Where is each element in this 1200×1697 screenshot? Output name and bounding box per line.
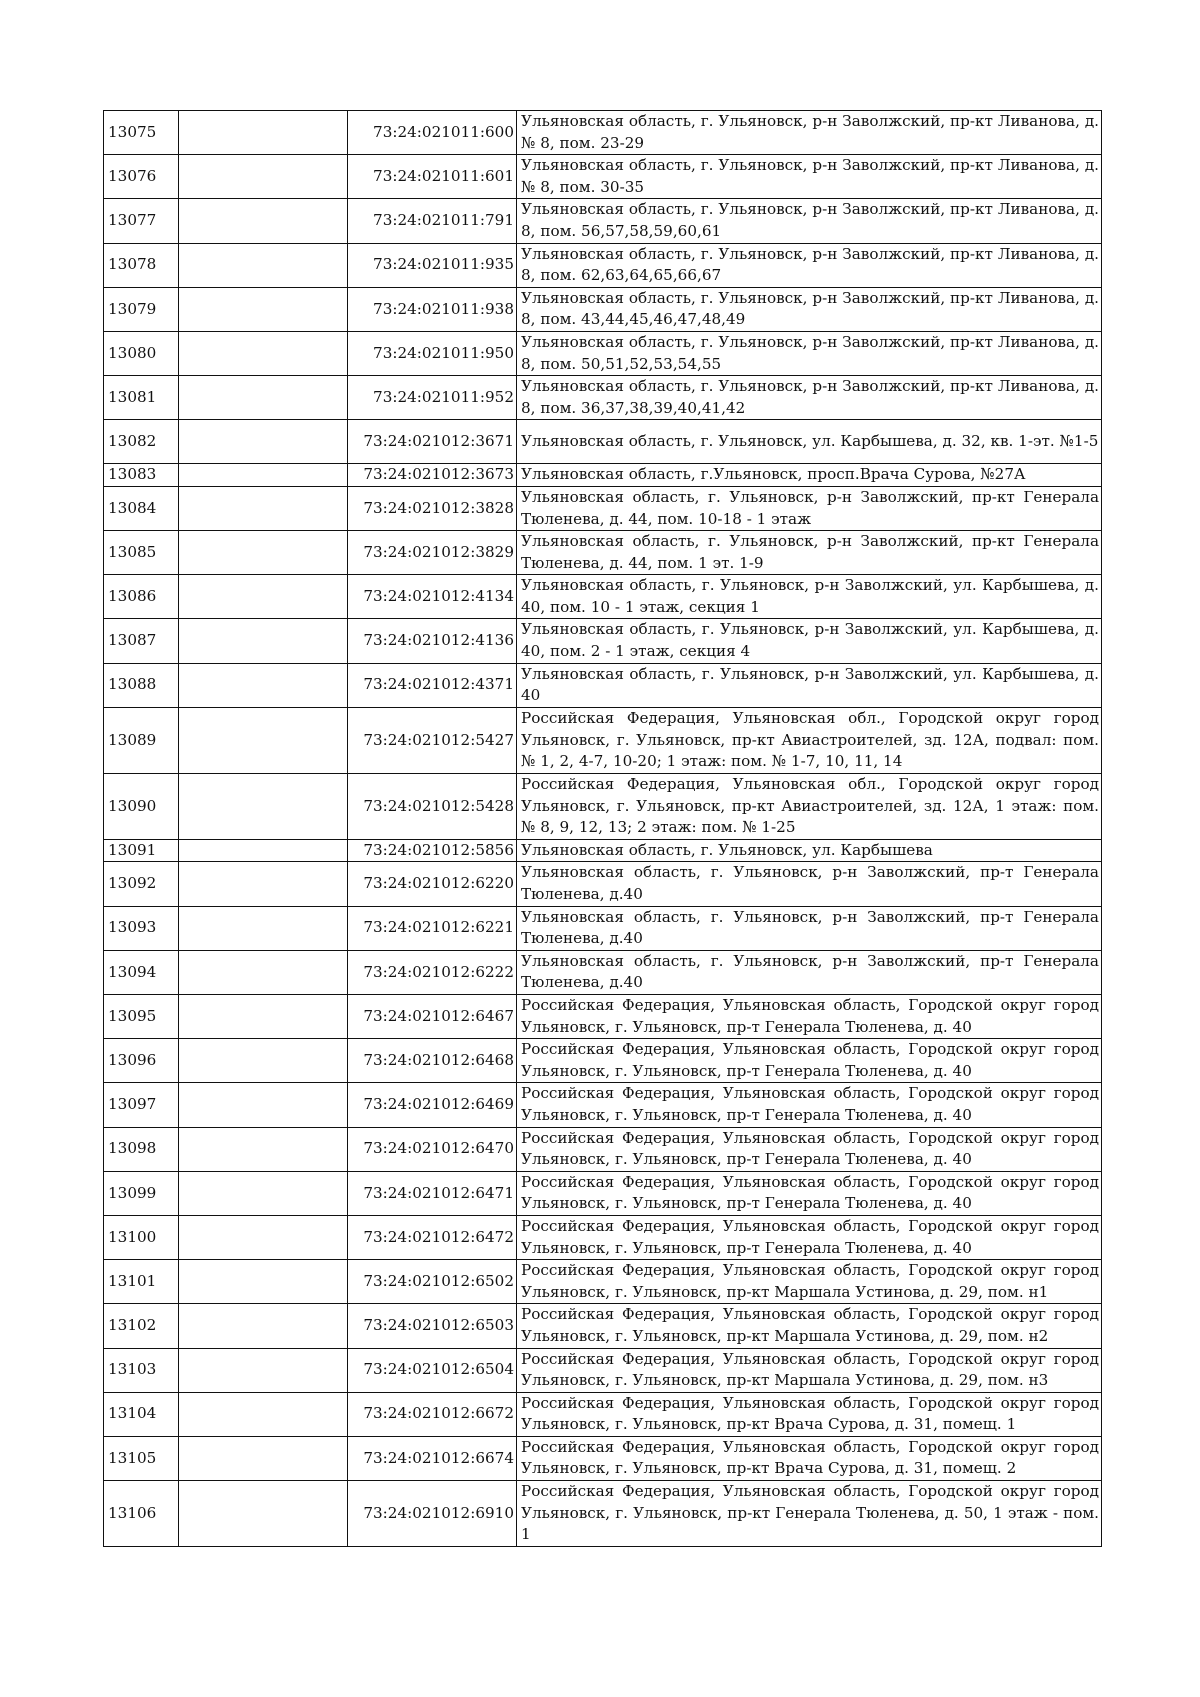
cadastral-number-cell: 73:24:021012:6674: [348, 1436, 517, 1480]
empty-cell: [179, 1039, 348, 1083]
row-number-cell: 13084: [104, 486, 179, 530]
empty-cell: [179, 1304, 348, 1348]
table-row: [104, 995, 1102, 1039]
address-cell: Российская Федерация, Ульяновская обл., Городской округ город Ульяновск, г. Ульяновск, пр-кт Авиастроителей, зд. 12А, подвал: пом. № 1, 2, 4-7, 10-20; 1 этаж: пом. № 1-7, 10, 11, 14: [517, 707, 1102, 773]
table-row: [104, 376, 1102, 420]
cadastral-number-cell: 73:24:021012:6503: [348, 1304, 517, 1348]
row-number-cell: 13077: [104, 199, 179, 243]
table-row: [104, 773, 1102, 839]
empty-cell: [179, 155, 348, 199]
row-number-cell: 13086: [104, 575, 179, 619]
table-row: [104, 1215, 1102, 1259]
empty-cell: [179, 1436, 348, 1480]
cadastral-number-cell: 73:24:021012:6470: [348, 1127, 517, 1171]
address-cell: Ульяновская область, г. Ульяновск, р-н Заволжский, пр-кт Ливанова, д. № 8, пом. 30-35: [517, 155, 1102, 199]
row-number-cell: 13087: [104, 619, 179, 663]
empty-cell: [179, 199, 348, 243]
table-row: [104, 1392, 1102, 1436]
address-cell: Российская Федерация, Ульяновская область, Городской округ город Ульяновск, г. Ульяновск, пр-т Генерала Тюленева, д. 40: [517, 995, 1102, 1039]
cadastral-number-cell: 73:24:021011:791: [348, 199, 517, 243]
address-cell: Ульяновская область, г. Ульяновск, р-н Заволжский, пр-кт Генерала Тюленева, д. 44, пом. 1 эт. 1-9: [517, 531, 1102, 575]
row-number-cell: 13080: [104, 331, 179, 375]
cadastral-number-cell: 73:24:021012:3829: [348, 531, 517, 575]
cadastral-number-cell: 73:24:021012:3828: [348, 486, 517, 530]
empty-cell: [179, 663, 348, 707]
cadastral-number-cell: 73:24:021012:3673: [348, 464, 517, 487]
cadastral-number-cell: 73:24:021012:6222: [348, 950, 517, 994]
table-row: [104, 531, 1102, 575]
empty-cell: [179, 707, 348, 773]
address-cell: Ульяновская область, г. Ульяновск, р-н Заволжский, пр-кт Ливанова, д. 8, пом. 50,51,52,53,54,55: [517, 331, 1102, 375]
empty-cell: [179, 839, 348, 862]
address-cell: Ульяновская область, г. Ульяновск, р-н Заволжский, пр-т Генерала Тюленева, д.40: [517, 950, 1102, 994]
cadastral-number-cell: 73:24:021011:601: [348, 155, 517, 199]
cadastral-number-cell: 73:24:021011:938: [348, 287, 517, 331]
row-number-cell: 13093: [104, 906, 179, 950]
cadastral-number-cell: 73:24:021012:6221: [348, 906, 517, 950]
table-row: [104, 1127, 1102, 1171]
address-cell: Российская Федерация, Ульяновская область, Городской округ город Ульяновск, г. Ульяновск, пр-кт Маршала Устинова, д. 29, пом. н3: [517, 1348, 1102, 1392]
registry-table: [103, 110, 1102, 1547]
cadastral-number-cell: 73:24:021011:952: [348, 376, 517, 420]
address-cell: Ульяновская область, г. Ульяновск, р-н Заволжский, пр-кт Ливанова, д. 8, пом. 36,37,38,39,40,41,42: [517, 376, 1102, 420]
address-cell: Ульяновская область, г. Ульяновск, р-н Заволжский, пр-кт Ливанова, д. 8, пом. 43,44,45,46,47,48,49: [517, 287, 1102, 331]
table-row: [104, 906, 1102, 950]
address-cell: Ульяновская область, г. Ульяновск, р-н Заволжский, пр-кт Ливанова, д. 8, пом. 62,63,64,65,66,67: [517, 243, 1102, 287]
table-row: [104, 575, 1102, 619]
empty-cell: [179, 486, 348, 530]
row-number-cell: 13099: [104, 1171, 179, 1215]
address-cell: Ульяновская область, г. Ульяновск, ул. Карбышева: [517, 839, 1102, 862]
row-number-cell: 13076: [104, 155, 179, 199]
empty-cell: [179, 995, 348, 1039]
row-number-cell: 13105: [104, 1436, 179, 1480]
row-number-cell: 13106: [104, 1481, 179, 1547]
table-row: [104, 862, 1102, 906]
empty-cell: [179, 862, 348, 906]
cadastral-number-cell: 73:24:021012:6467: [348, 995, 517, 1039]
cadastral-number-cell: 73:24:021012:6472: [348, 1215, 517, 1259]
address-cell: Российская Федерация, Ульяновская область, Городской округ город Ульяновск, г. Ульяновск, пр-кт Маршала Устинова, д. 29, пом. н1: [517, 1260, 1102, 1304]
table-row: [104, 111, 1102, 155]
table-row: [104, 420, 1102, 464]
empty-cell: [179, 1348, 348, 1392]
empty-cell: [179, 1215, 348, 1259]
table-row: [104, 1171, 1102, 1215]
address-cell: Российская Федерация, Ульяновская область, Городской округ город Ульяновск, г. Ульяновск, пр-т Генерала Тюленева, д. 40: [517, 1083, 1102, 1127]
cadastral-number-cell: 73:24:021012:6220: [348, 862, 517, 906]
cadastral-number-cell: 73:24:021012:6504: [348, 1348, 517, 1392]
row-number-cell: 13085: [104, 531, 179, 575]
cadastral-number-cell: 73:24:021011:600: [348, 111, 517, 155]
cadastral-number-cell: 73:24:021012:6502: [348, 1260, 517, 1304]
empty-cell: [179, 331, 348, 375]
empty-cell: [179, 531, 348, 575]
address-cell: Российская Федерация, Ульяновская область, Городской округ город Ульяновск, г. Ульяновск, пр-кт Врача Сурова, д. 31, помещ. 1: [517, 1392, 1102, 1436]
cadastral-number-cell: 73:24:021012:6468: [348, 1039, 517, 1083]
cadastral-number-cell: 73:24:021012:6672: [348, 1392, 517, 1436]
empty-cell: [179, 376, 348, 420]
table-row: [104, 950, 1102, 994]
table-row: [104, 199, 1102, 243]
row-number-cell: 13103: [104, 1348, 179, 1392]
address-cell: Российская Федерация, Ульяновская область, Городской округ город Ульяновск, г. Ульяновск, пр-т Генерала Тюленева, д. 40: [517, 1215, 1102, 1259]
table-row: [104, 707, 1102, 773]
row-number-cell: 13094: [104, 950, 179, 994]
empty-cell: [179, 243, 348, 287]
row-number-cell: 13079: [104, 287, 179, 331]
row-number-cell: 13100: [104, 1215, 179, 1259]
empty-cell: [179, 1083, 348, 1127]
empty-cell: [179, 464, 348, 487]
cadastral-number-cell: 73:24:021012:4134: [348, 575, 517, 619]
address-cell: Российская Федерация, Ульяновская обл., Городской округ город Ульяновск, г. Ульяновск, пр-кт Авиастроителей, зд. 12А, 1 этаж: пом. № 8, 9, 12, 13; 2 этаж: пом. № 1-25: [517, 773, 1102, 839]
empty-cell: [179, 1127, 348, 1171]
address-cell: Российская Федерация, Ульяновская область, Городской округ город Ульяновск, г. Ульяновск, пр-т Генерала Тюленева, д. 40: [517, 1127, 1102, 1171]
cadastral-number-cell: 73:24:021012:6469: [348, 1083, 517, 1127]
row-number-cell: 13104: [104, 1392, 179, 1436]
cadastral-number-cell: 73:24:021012:5428: [348, 773, 517, 839]
table-row: [104, 1039, 1102, 1083]
registry-table-body: [104, 111, 1102, 1547]
row-number-cell: 13089: [104, 707, 179, 773]
address-cell: Российская Федерация, Ульяновская область, Городской округ город Ульяновск, г. Ульяновск, пр-кт Маршала Устинова, д. 29, пом. н2: [517, 1304, 1102, 1348]
address-cell: Ульяновская область, г. Ульяновск, р-н Заволжский, пр-кт Ливанова, д. № 8, пом. 23-29: [517, 111, 1102, 155]
table-row: [104, 1083, 1102, 1127]
address-cell: Ульяновская область, г. Ульяновск, р-н Заволжский, пр-кт Генерала Тюленева, д. 44, пом. 10-18 - 1 этаж: [517, 486, 1102, 530]
address-cell: Российская Федерация, Ульяновская область, Городской округ город Ульяновск, г. Ульяновск, пр-кт Генерала Тюленева, д. 50, 1 этаж - пом. 1: [517, 1481, 1102, 1547]
empty-cell: [179, 420, 348, 464]
table-row: [104, 486, 1102, 530]
cadastral-number-cell: 73:24:021011:950: [348, 331, 517, 375]
row-number-cell: 13092: [104, 862, 179, 906]
row-number-cell: 13096: [104, 1039, 179, 1083]
row-number-cell: 13091: [104, 839, 179, 862]
empty-cell: [179, 950, 348, 994]
row-number-cell: 13102: [104, 1304, 179, 1348]
address-cell: Ульяновская область, г. Ульяновск, р-н Заволжский, пр-т Генерала Тюленева, д.40: [517, 906, 1102, 950]
row-number-cell: 13098: [104, 1127, 179, 1171]
empty-cell: [179, 111, 348, 155]
table-row: [104, 1436, 1102, 1480]
empty-cell: [179, 1260, 348, 1304]
empty-cell: [179, 575, 348, 619]
table-row: [104, 619, 1102, 663]
table-row: [104, 464, 1102, 487]
empty-cell: [179, 287, 348, 331]
row-number-cell: 13101: [104, 1260, 179, 1304]
row-number-cell: 13095: [104, 995, 179, 1039]
address-cell: Ульяновская область, г.Ульяновск, просп.Врача Сурова, №27А: [517, 464, 1102, 487]
address-cell: Ульяновская область, г. Ульяновск, р-н Заволжский, пр-кт Ливанова, д. 8, пом. 56,57,58,59,60,61: [517, 199, 1102, 243]
address-cell: Ульяновская область, г. Ульяновск, р-н Заволжский, пр-т Генерала Тюленева, д.40: [517, 862, 1102, 906]
row-number-cell: 13090: [104, 773, 179, 839]
address-cell: Ульяновская область, г. Ульяновск, р-н Заволжский, ул. Карбышева, д. 40, пом. 2 - 1 этаж, секция 4: [517, 619, 1102, 663]
cadastral-number-cell: 73:24:021012:4371: [348, 663, 517, 707]
table-row: [104, 1304, 1102, 1348]
empty-cell: [179, 1392, 348, 1436]
row-number-cell: 13097: [104, 1083, 179, 1127]
address-cell: Ульяновская область, г. Ульяновск, р-н Заволжский, ул. Карбышева, д. 40, пом. 10 - 1 этаж, секция 1: [517, 575, 1102, 619]
table-row: [104, 839, 1102, 862]
address-cell: Ульяновская область, г. Ульяновск, р-н Заволжский, ул. Карбышева, д. 40: [517, 663, 1102, 707]
empty-cell: [179, 1171, 348, 1215]
cadastral-number-cell: 73:24:021012:3671: [348, 420, 517, 464]
address-cell: Российская Федерация, Ульяновская область, Городской округ город Ульяновск, г. Ульяновск, пр-т Генерала Тюленева, д. 40: [517, 1039, 1102, 1083]
address-cell: Ульяновская область, г. Ульяновск, ул. Карбышева, д. 32, кв. 1-эт. №1-5: [517, 420, 1102, 464]
address-cell: Российская Федерация, Ульяновская область, Городской округ город Ульяновск, г. Ульяновск, пр-т Генерала Тюленева, д. 40: [517, 1171, 1102, 1215]
table-row: [104, 243, 1102, 287]
row-number-cell: 13075: [104, 111, 179, 155]
row-number-cell: 13078: [104, 243, 179, 287]
table-row: [104, 663, 1102, 707]
cadastral-number-cell: 73:24:021012:6910: [348, 1481, 517, 1547]
address-cell: Российская Федерация, Ульяновская область, Городской округ город Ульяновск, г. Ульяновск, пр-кт Врача Сурова, д. 31, помещ. 2: [517, 1436, 1102, 1480]
cadastral-number-cell: 73:24:021012:6471: [348, 1171, 517, 1215]
empty-cell: [179, 1481, 348, 1547]
table-row: [104, 1348, 1102, 1392]
table-row: [104, 287, 1102, 331]
empty-cell: [179, 773, 348, 839]
table-row: [104, 1260, 1102, 1304]
table-row: [104, 155, 1102, 199]
cadastral-number-cell: 73:24:021012:5427: [348, 707, 517, 773]
cadastral-number-cell: 73:24:021012:4136: [348, 619, 517, 663]
row-number-cell: 13083: [104, 464, 179, 487]
row-number-cell: 13088: [104, 663, 179, 707]
empty-cell: [179, 619, 348, 663]
row-number-cell: 13082: [104, 420, 179, 464]
cadastral-number-cell: 73:24:021011:935: [348, 243, 517, 287]
table-row: [104, 331, 1102, 375]
empty-cell: [179, 906, 348, 950]
cadastral-number-cell: 73:24:021012:5856: [348, 839, 517, 862]
table-row: [104, 1481, 1102, 1547]
row-number-cell: 13081: [104, 376, 179, 420]
